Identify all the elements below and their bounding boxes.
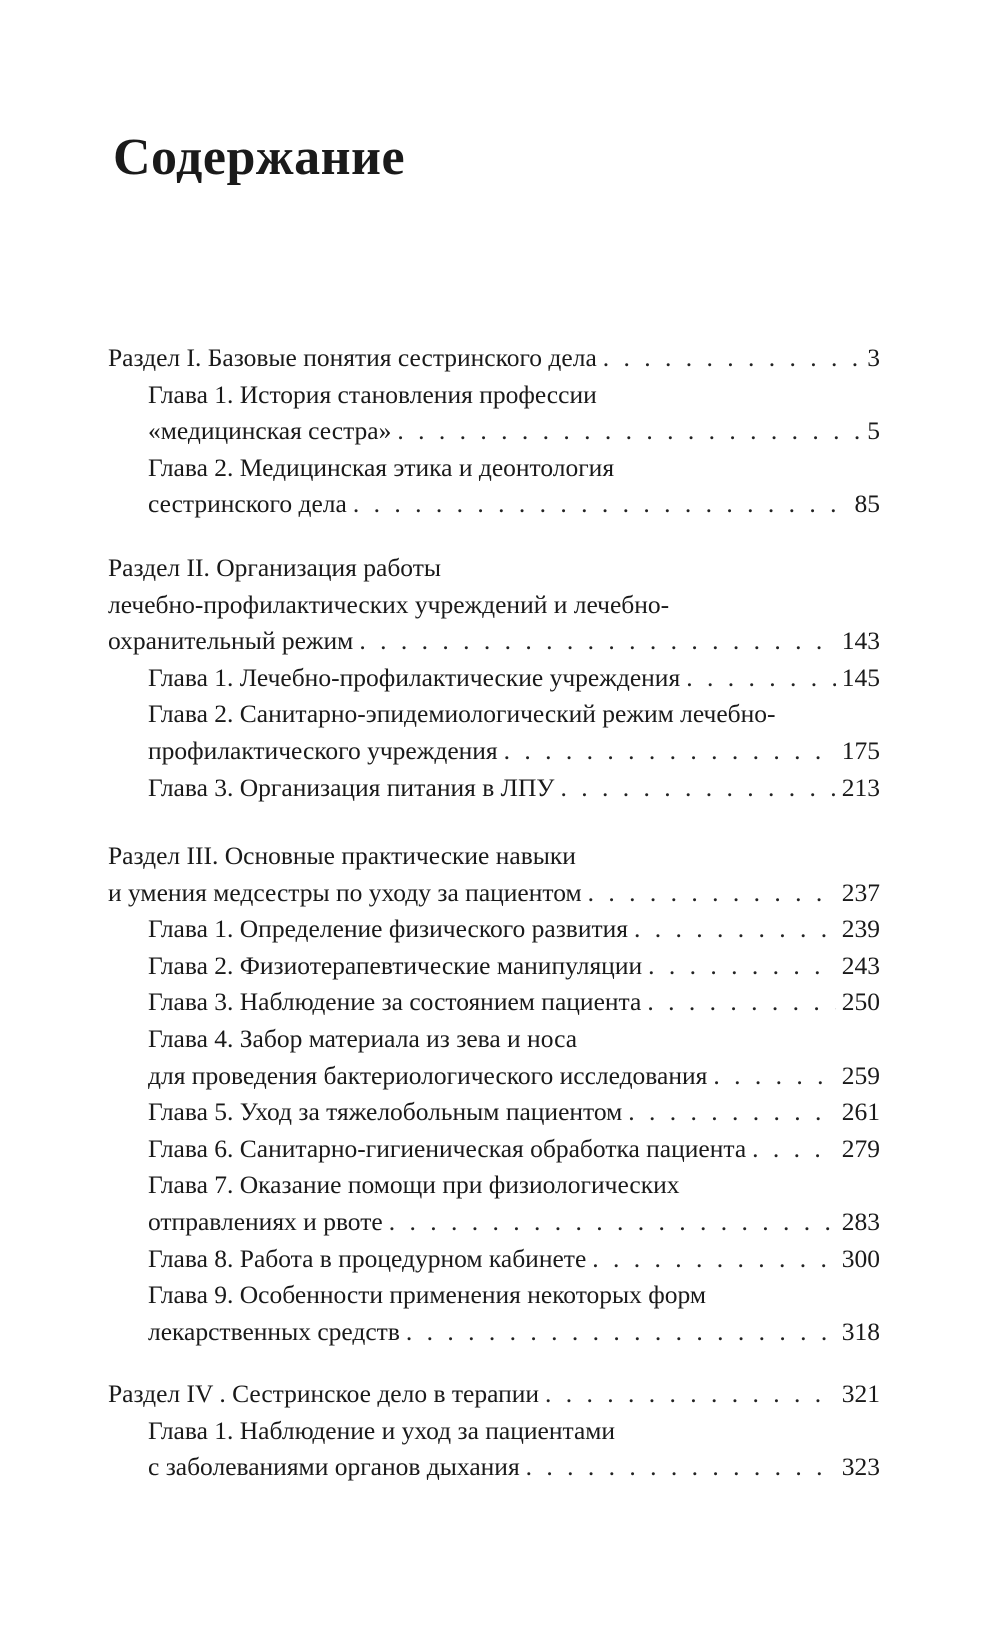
chapter-entry-line-text: Глава 1. Лечебно-профилактические учреждения: [148, 662, 681, 692]
dot-leader: [389, 1204, 836, 1240]
chapter-entry-line-text: сестринского дела: [148, 489, 347, 519]
section-heading-line-text: и умения медсестры по уходу за пациентом: [108, 877, 582, 907]
dot-leader: [359, 623, 835, 659]
section-heading-line-text: охранительный режим: [108, 626, 354, 656]
page-number: 239: [841, 914, 880, 944]
chapter-entry-line: [148, 1131, 880, 1167]
dot-leader: [504, 733, 836, 769]
dot-leader: [588, 875, 836, 911]
dot-leader: [647, 984, 835, 1020]
section-heading-line: [108, 550, 441, 586]
chapter-entry-line-text: Глава 3. Наблюдение за состоянием пациента: [148, 987, 642, 1017]
chapter-entry-line-text: с заболеваниями органов дыхания: [148, 1452, 520, 1482]
chapter-entry-line-text: Глава 3. Организация питания в ЛПУ: [148, 772, 555, 802]
chapter-entry-line-text: Глава 9. Особенности применения некоторых форм: [148, 1280, 707, 1310]
chapter-entry-line-text: Глава 2. Медицинская этика и деонтология: [148, 452, 615, 482]
dot-leader: [603, 340, 861, 376]
dot-leader: [526, 1449, 836, 1485]
page-number: 321: [841, 1379, 880, 1408]
page-number: 318: [841, 1316, 880, 1346]
chapter-entry-line: [148, 1241, 880, 1277]
chapter-entry-line-text: Глава 1. Наблюдение и уход за пациентами: [148, 1415, 616, 1445]
chapter-entry-line: [148, 770, 880, 806]
page-number: 143: [841, 626, 880, 656]
chapter-entry-line: [148, 984, 880, 1020]
dot-leader: [545, 1376, 836, 1412]
chapter-entry-line-text: лекарственных средств: [148, 1316, 400, 1346]
chapter-entry-line-text: Глава 1. Определение физического развития: [148, 914, 629, 944]
page-number: 261: [841, 1097, 880, 1127]
chapter-entry-line: [148, 1204, 880, 1240]
section-heading-line-text: Раздел I. Базовые понятия сестринского дела: [108, 343, 597, 372]
page-number: 250: [841, 987, 880, 1017]
chapter-entry-line-text: Глава 5. Уход за тяжелобольным пациентом: [148, 1097, 623, 1127]
chapter-entry-line: [148, 1094, 880, 1130]
chapter-entry-line: [148, 1277, 706, 1313]
page-number: 145: [841, 662, 880, 692]
section-heading-line-text: лечебно-профилактических учреждений и лечебно-: [108, 589, 670, 619]
page-number: 237: [841, 877, 880, 907]
chapter-entry-line: [148, 377, 597, 413]
page-number: 175: [841, 736, 880, 765]
chapter-entry-line-text: Глава 6. Санитарно-гигиеническая обработка пациента: [148, 1133, 747, 1163]
page-number: 283: [841, 1207, 880, 1236]
chapter-entry-line: [148, 450, 614, 486]
page-title: Содержание: [113, 129, 406, 186]
chapter-entry-line: [148, 733, 880, 769]
chapter-entry-line-text: Глава 8. Работа в процедурном кабинете: [148, 1243, 587, 1273]
page-number: 3: [867, 343, 880, 372]
page-number: 300: [841, 1243, 880, 1273]
page-number: 259: [841, 1060, 880, 1090]
chapter-entry-line-text: Глава 2. Физиотерапевтические манипуляции: [148, 950, 643, 980]
page-number: 5: [867, 416, 880, 446]
dot-leader: [686, 660, 836, 696]
chapter-entry-line: [148, 911, 880, 947]
dot-leader: [592, 1241, 835, 1277]
chapter-entry-line-text: Глава 7. Оказание помощи при физиологических: [148, 1170, 680, 1200]
chapter-entry-line-text: «медицинская сестра»: [148, 416, 392, 446]
chapter-entry-line: [148, 1058, 880, 1094]
chapter-entry-line-text: отправлениях и рвоте: [148, 1207, 383, 1236]
chapter-entry-line-text: профилактического учреждения: [148, 736, 498, 765]
section-heading-line: [108, 838, 576, 874]
page-number: 279: [841, 1133, 880, 1163]
dot-leader: [634, 911, 836, 947]
chapter-entry-line: [148, 696, 776, 732]
dot-leader: [628, 1094, 835, 1130]
section-heading-line: [108, 587, 669, 623]
chapter-entry-line-text: Глава 1. История становления профессии: [148, 379, 597, 409]
dot-leader: [397, 413, 861, 449]
chapter-entry-line: [148, 413, 880, 449]
chapter-entry-line: [148, 1449, 880, 1485]
dot-leader: [560, 770, 835, 806]
chapter-entry-line: [148, 486, 880, 522]
page-number: 213: [841, 772, 880, 802]
dot-leader: [353, 486, 849, 522]
section-heading-line: [108, 623, 880, 659]
page-number: 243: [841, 950, 880, 980]
dot-leader: [752, 1131, 836, 1167]
dot-leader: [406, 1314, 836, 1350]
section-heading-line: [108, 875, 880, 911]
chapter-entry-line-text: Глава 4. Забор материала из зева и носа: [148, 1024, 578, 1053]
chapter-entry-line: [148, 660, 880, 696]
page-number: 85: [854, 489, 880, 519]
chapter-entry-line: [148, 1021, 577, 1057]
page-number: 323: [841, 1452, 880, 1482]
chapter-entry-line: [148, 1314, 880, 1350]
section-heading-line-text: Раздел IV . Сестринское дело в терапии: [108, 1379, 540, 1408]
section-heading-line: [108, 340, 880, 376]
dot-leader: [648, 948, 836, 984]
section-heading-line-text: Раздел III. Основные практические навыки: [108, 841, 576, 870]
section-heading-line: [108, 1376, 880, 1412]
dot-leader: [713, 1058, 835, 1094]
chapter-entry-line: [148, 1413, 615, 1449]
chapter-entry-line: [148, 948, 880, 984]
section-heading-line-text: Раздел II. Организация работы: [108, 553, 441, 582]
chapter-entry-line: [148, 1167, 680, 1203]
chapter-entry-line-text: для проведения бактериологического исследования: [148, 1060, 708, 1090]
chapter-entry-line-text: Глава 2. Санитарно-эпидемиологический режим лечебно-: [148, 699, 776, 729]
